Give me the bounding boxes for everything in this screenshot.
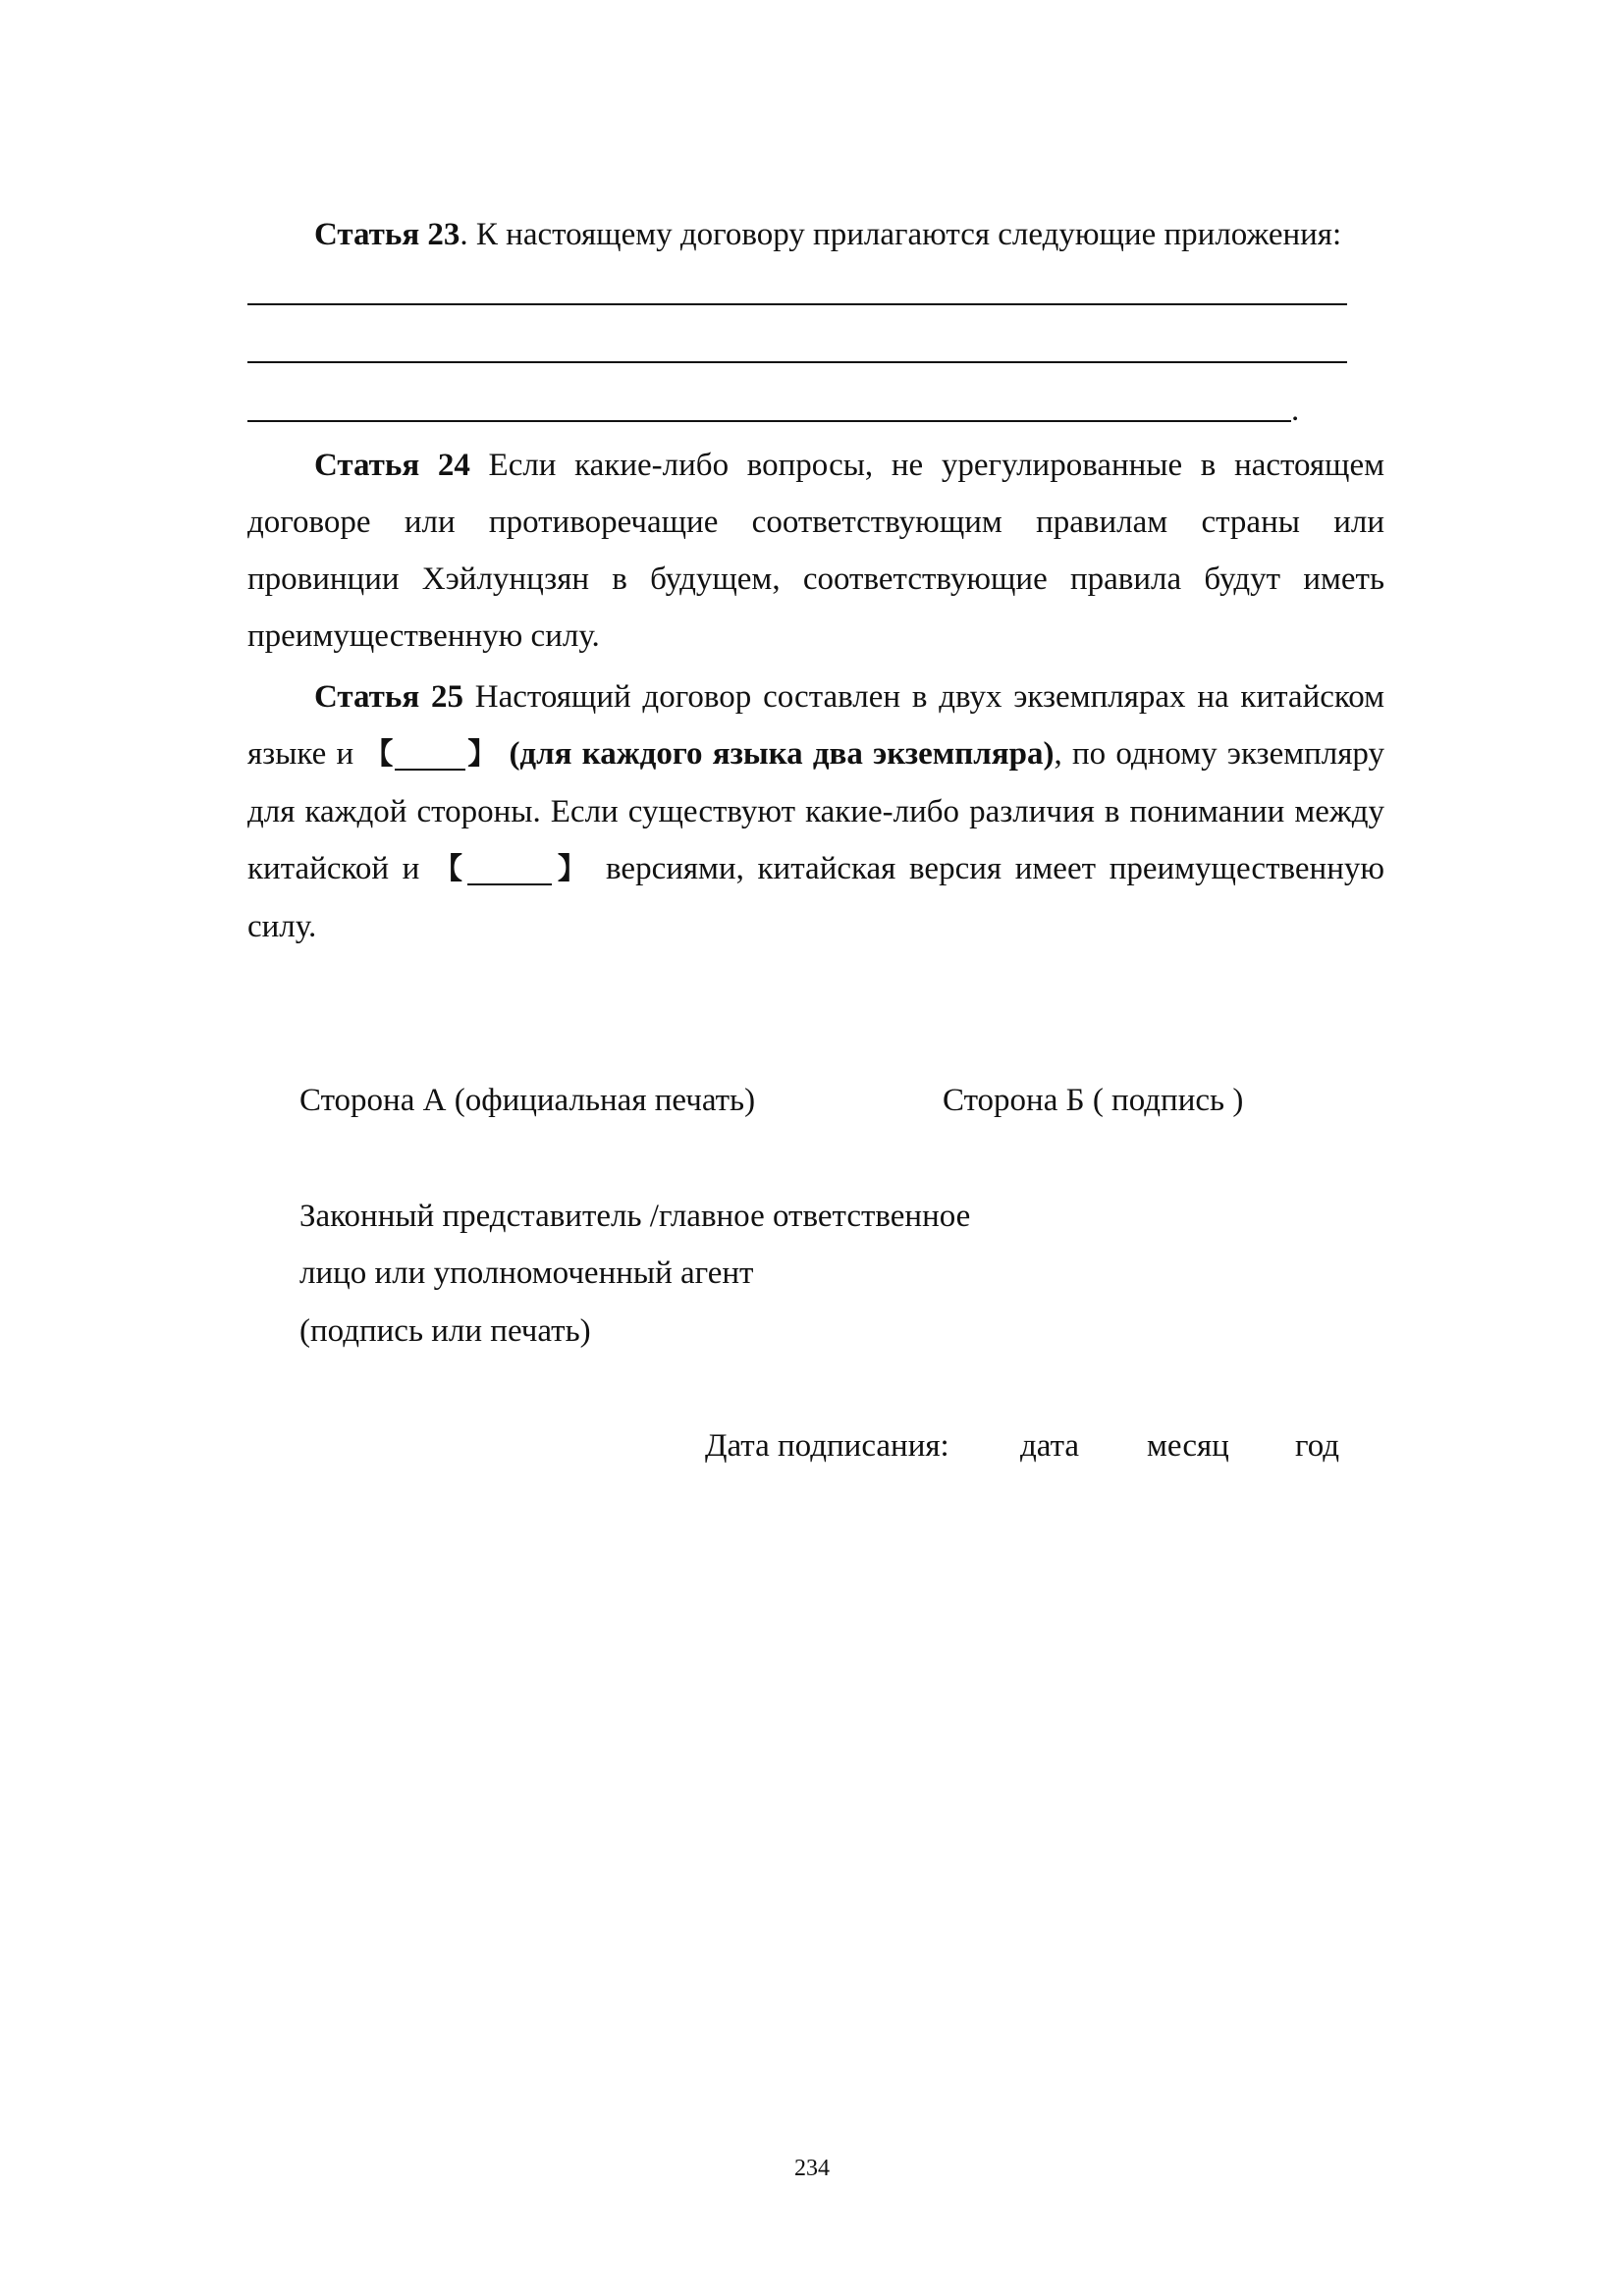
representative-label-line-1: Законный представитель /главное ответственное (299, 1199, 971, 1234)
signing-date-day: дата (1020, 1428, 1080, 1464)
signing-date-month: месяц (1147, 1428, 1229, 1464)
article-23-paragraph (247, 206, 1384, 263)
language-blank-2 (467, 854, 552, 885)
article-25-paragraph (247, 668, 1384, 955)
right-bracket-2: 】 (552, 852, 593, 886)
appendix-blank-line-2 (247, 361, 1347, 363)
article-25-text-1: Настоящий договор составлен в двух экземплярах на китайском языке и (247, 679, 1385, 772)
party-b-signature-label: Сторона Б ( подпись ) (943, 1083, 1244, 1118)
signing-date-year: год (1295, 1428, 1340, 1464)
article-25-text-2: , по одному экземпляру для каждой стороны. Если существуют какие-либо различия в понимании между китайской и (247, 736, 1384, 886)
signing-date-label: Дата подписания: (705, 1428, 949, 1464)
article-23-heading: Статья 23 (314, 217, 460, 252)
article-25-text-3: версиями, китайская версия имеет преимущественную силу. (247, 851, 1385, 944)
article-24-text: Если какие-либо вопросы, не урегулированные в настоящем договоре или противоречащие соответствующим правилам страны или провинции Хэйлунцзян в будущем, соответствующие правила будут иметь преимущественную силу. (247, 448, 1384, 654)
right-bracket-1: 】 (465, 737, 500, 772)
appendix-blank-line-1 (247, 303, 1347, 305)
article-24-heading: Статья 24 (314, 448, 470, 483)
party-a-signature-label: Сторона А (официальная печать) (299, 1083, 756, 1118)
appendix-blank-line-3 (247, 420, 1291, 422)
article-25-heading: Статья 25 (314, 679, 463, 715)
left-bracket-1: 【 (363, 737, 396, 772)
appendix-end-mark: . (1291, 393, 1300, 428)
representative-label-line-3: (подпись или печать) (299, 1313, 591, 1349)
language-blank-1 (395, 739, 465, 771)
representative-label-line-2: лицо или уполномоченный агент (299, 1255, 754, 1291)
left-bracket-2: 【 (433, 852, 468, 886)
article-24-paragraph (247, 437, 1384, 665)
article-23-text: . К настоящему договору прилагаются следующие приложения: (460, 217, 1342, 252)
page-number: 234 (794, 2156, 830, 2181)
article-25-bold-note: (для каждого языка два экземпляра) (499, 736, 1055, 772)
